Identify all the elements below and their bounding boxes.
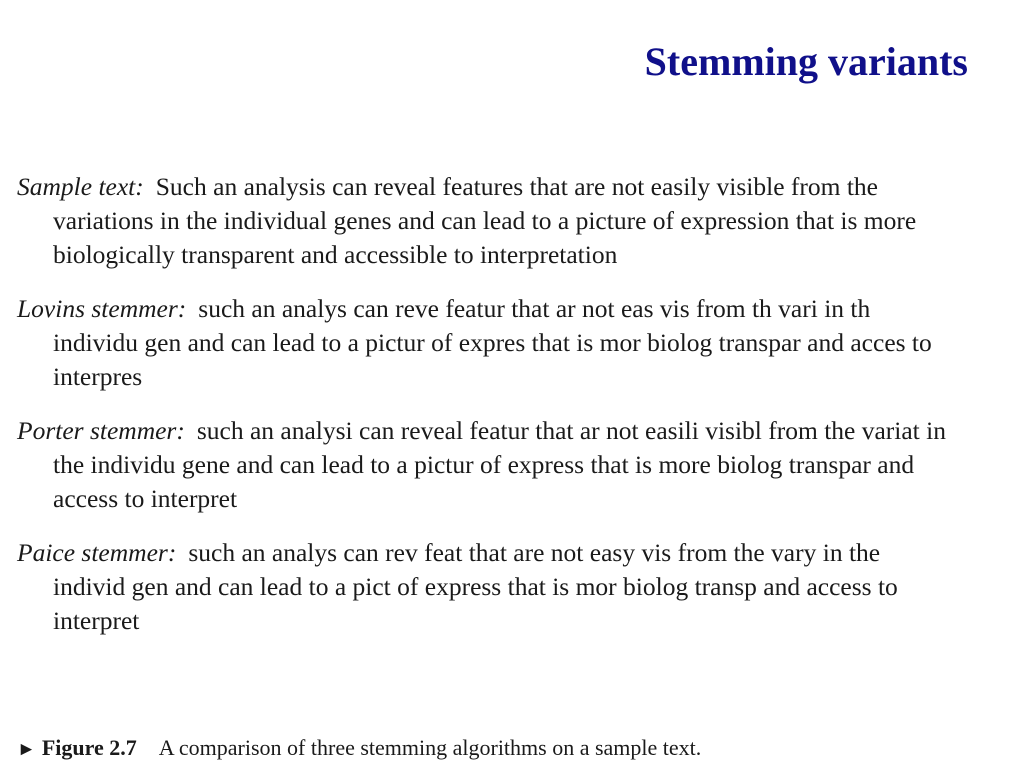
caption-text: A comparison of three stemming algorithms on a sample text. <box>158 735 702 760</box>
entry-text: Such an analysis can reveal features that are not easily visible from the variations in the individual genes and can lead to a picture of expression that is more biologically transparent and accessible to interpretation <box>53 172 917 269</box>
entry-text: such an analysi can reveal featur that ar not easili visibl from the variat in the individu gene and can lead to a pictur of express that is more biolog transpar and access to interpret <box>53 416 946 513</box>
entry-text: such an analys can reve featur that ar not eas vis from th vari in th individu gen and can lead to a pictur of expres that is mor biolog transpar and acces to interpres <box>53 294 932 391</box>
slide-title: Stemming variants <box>644 39 968 84</box>
figure-caption <box>17 733 701 765</box>
paice-stemmer-entry <box>17 536 957 638</box>
entry-label: Sample text: <box>17 172 144 201</box>
porter-stemmer-entry <box>17 414 957 516</box>
stemming-examples <box>17 170 957 658</box>
entry-label: Porter stemmer: <box>17 416 185 445</box>
figure-label: Figure 2.7 <box>41 735 137 760</box>
entry-label: Paice stemmer: <box>17 538 177 567</box>
entry-text: such an analys can rev feat that are not easy vis from the vary in the individ gen and can lead to a pict of express that is mor biolog transp and access to interpret <box>53 538 898 635</box>
lovins-stemmer-entry <box>17 292 957 394</box>
sample-text-entry <box>17 170 957 272</box>
entry-label: Lovins stemmer: <box>17 294 187 323</box>
triangle-marker-icon: ► <box>17 739 36 760</box>
